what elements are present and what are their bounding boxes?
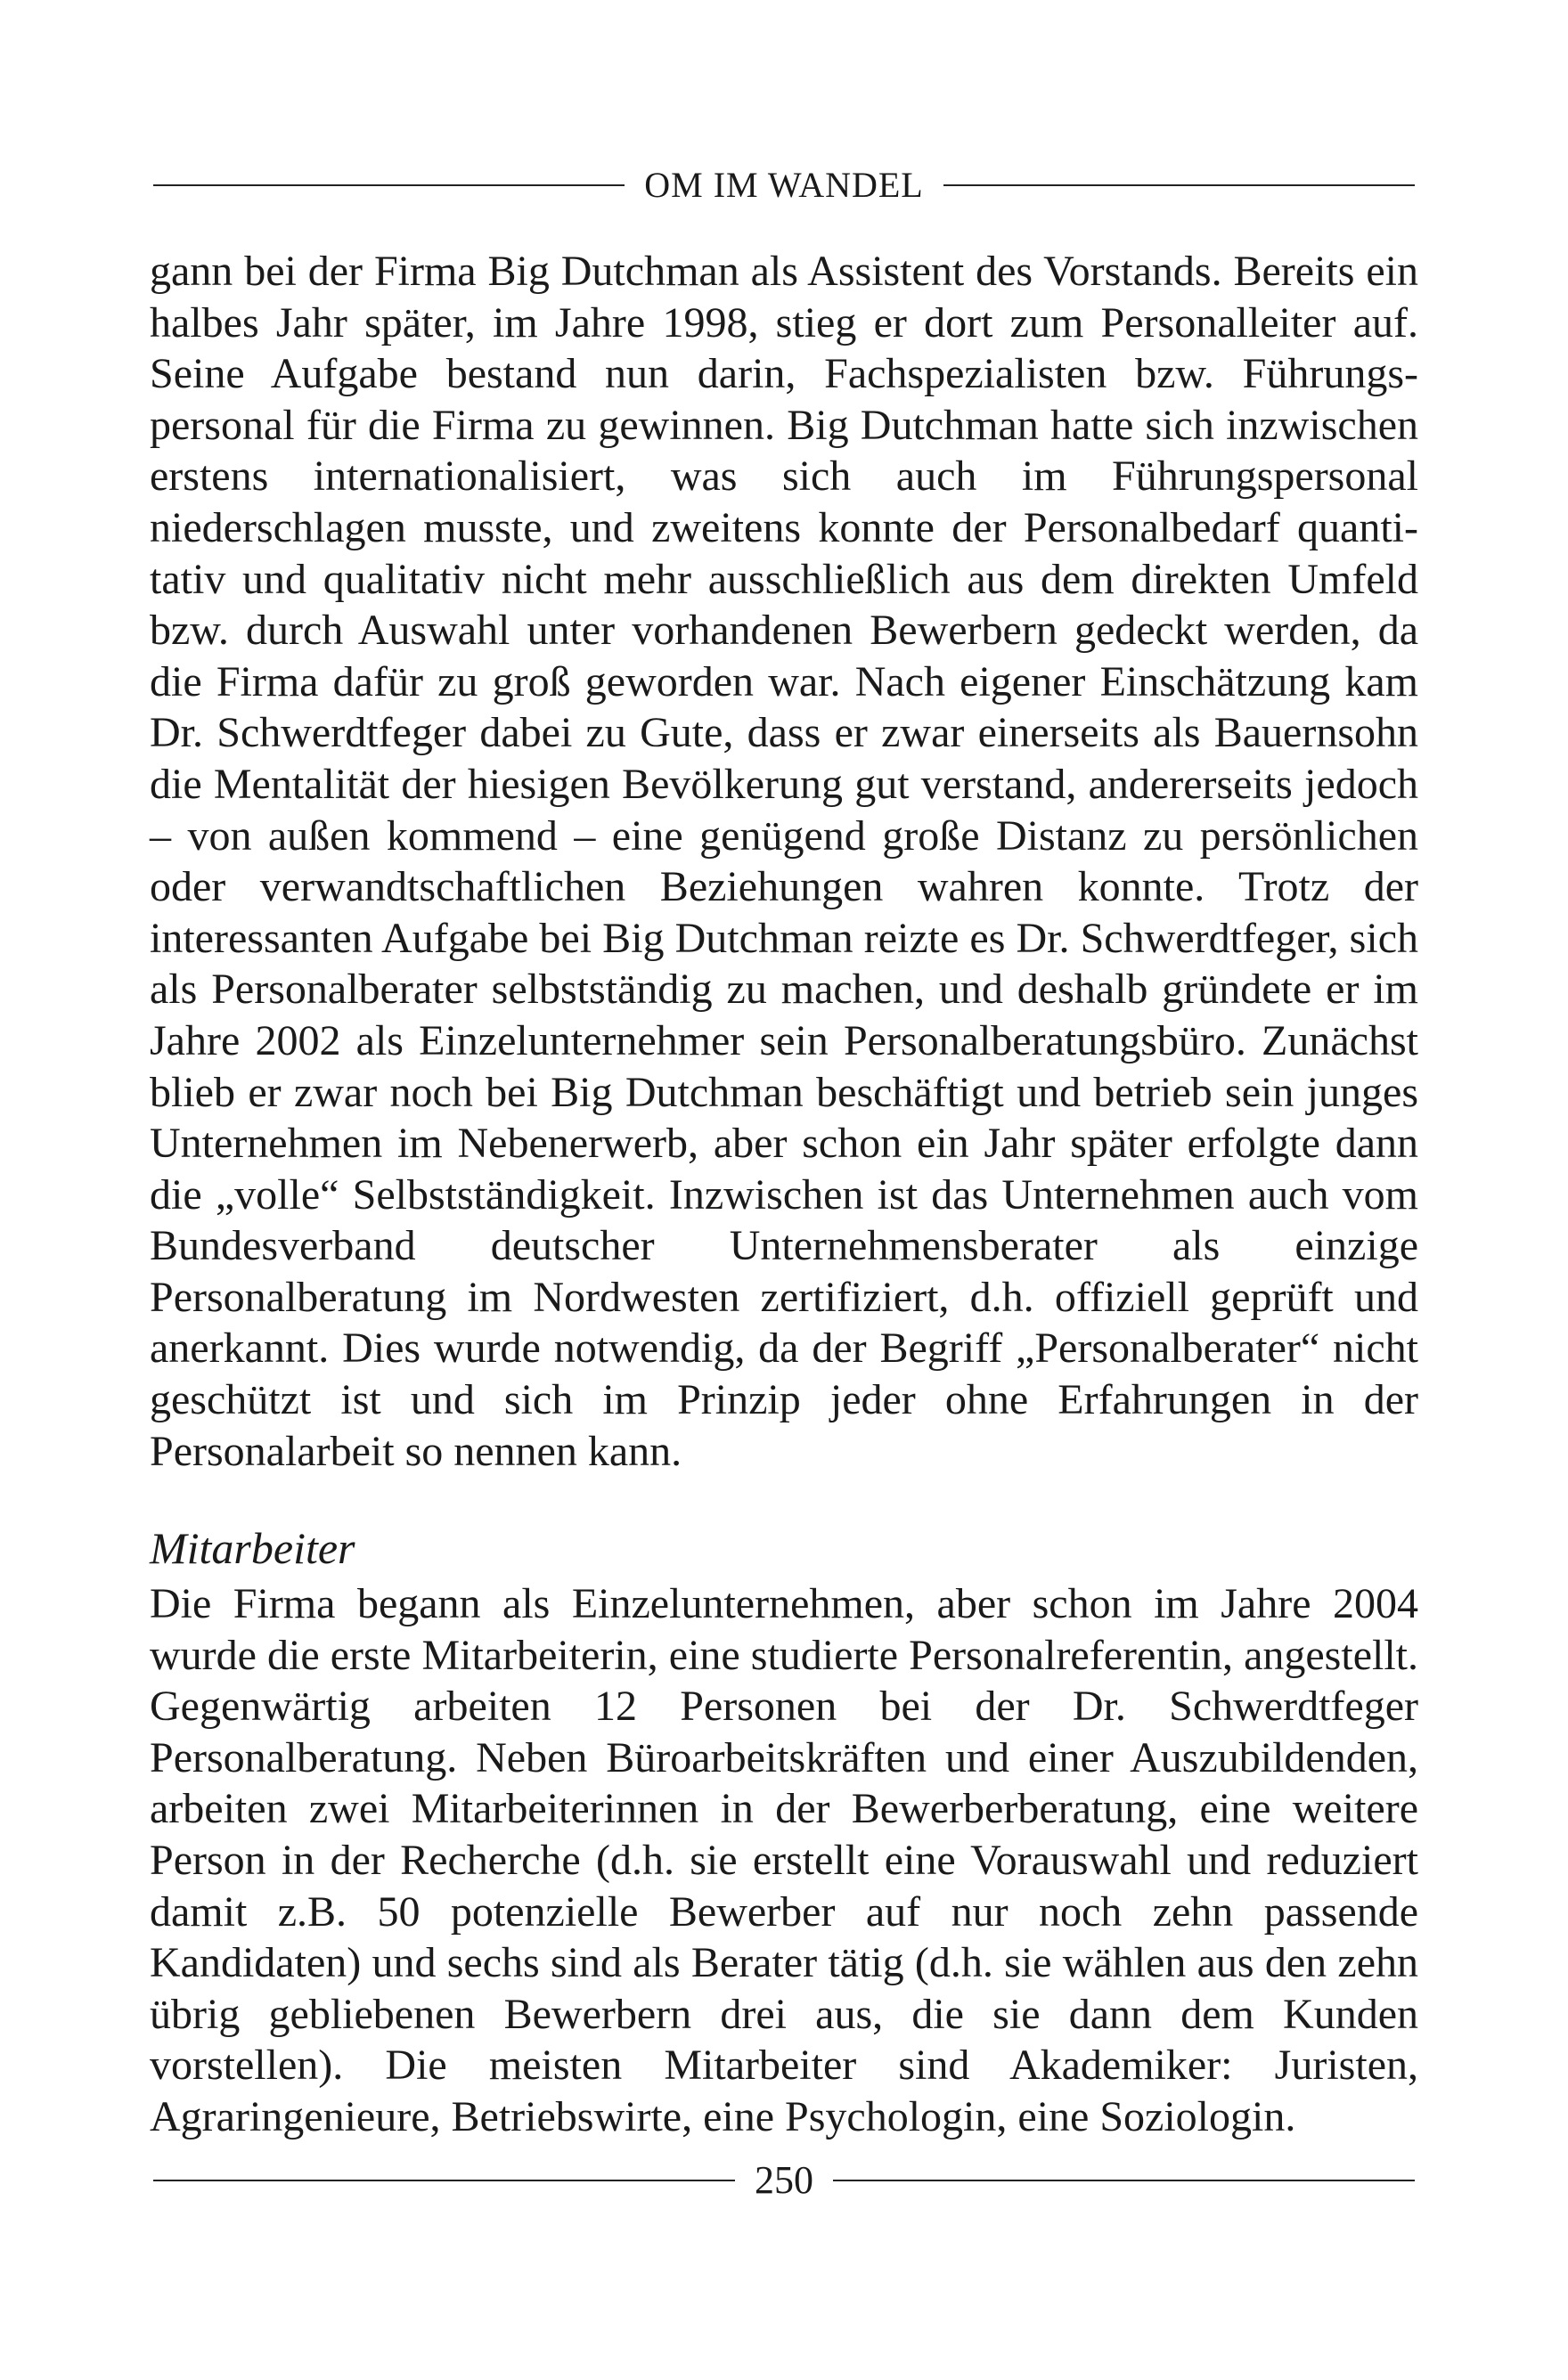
page-number: 250 — [755, 2158, 813, 2202]
footer-rule-right — [833, 2180, 1415, 2181]
running-title: OM IM WANDEL — [644, 165, 924, 205]
paragraph-1: gann bei der Firma Big Dutchman als Assistent des Vorstands. Bereits ein halbes Jahr später, im Jahre 1998, stieg er dort zum Personalleiter auf. Seine Aufgabe bestand nun darin, Fachspezialisten bzw. Führungspersonal für die Firma zu gewinnen. Big Dutchman hatte sich inzwischen erstens internationalisiert, was sich auch im Führungspersonal niederschlagen musste, und zweitens konnte der Personalbedarf quantitativ und qualitativ nicht mehr ausschließlich aus dem direkten Umfeld bzw. durch Auswahl unter vorhandenen Bewerbern gedeckt werden, da die Firma dafür zu groß geworden war. Nach eigener Einschätzung kam Dr. Schwerdtfeger dabei zu Gute, dass er zwar einerseits als Bauernsohn die Mentalität der hiesigen Bevölkerung gut verstand, andererseits jedoch – von außen kommend – eine genügend große Distanz zu persönlichen oder verwandtschaftlichen Beziehungen wahren konnte. Trotz der interessanten Aufgabe bei Big Dutchman reizte es Dr. Schwerdtfeger, sich als Personalberater selbstständig zu machen, und deshalb gründete er im Jahre 2002 als Einzelunternehmer sein Personalberatungsbüro. Zunächst blieb er zwar noch bei Big Dutchman beschäftigt und betrieb sein junges Unternehmen im Nebenerwerb, aber schon ein Jahr später erfolgte dann die „volle“ Selbstständigkeit. Inzwischen ist das Unternehmen auch vom Bundesverband deutscher Unternehmensberater als einzige Personalberatung im Nordwesten zertifiziert, d.h. offiziell geprüft und anerkannt. Dies wurde notwendig, da der Begriff „Personalberater“ nicht geschützt ist und sich im Prinzip jeder ohne Erfahrungen in der Personalarbeit so nennen kann. — [150, 248, 1418, 1475]
paragraph-2: Die Firma begann als Einzelunternehmen, aber schon im Jahre 2004 wurde die erste Mitarbeiterin, eine studierte Personalreferentin, angestellt. Gegenwärtig arbeiten 12 Personen bei der Dr. Schwerdtfeger Personalberatung. Neben Büroarbeitskräften und einer Auszubildenden, arbeiten zwei Mitarbeiterinnen in der Bewerberberatung, eine weitere Person in der Recherche (d.h. sie erstellt eine Vorauswahl und reduziert damit z.B. 50 potenzielle Bewerber auf nur noch zehn passende Kandidaten) und sechs sind als Berater tätig (d.h. sie wählen aus den zehn übrig gebliebenen Bewerbern drei aus, die sie dann dem Kunden vorstellen). Die meisten Mitarbeiter sind Akademiker: Juristen, Agraringenieure, Betriebswirte, eine Psychologin, eine Soziologin. — [150, 1580, 1418, 2140]
section-heading: Mitarbeiter — [150, 1523, 355, 1573]
header-rule-left — [153, 184, 625, 186]
running-header — [153, 159, 1415, 212]
footer-rule-left — [153, 2180, 735, 2181]
header-rule-right — [943, 184, 1415, 186]
page-footer — [153, 2154, 1415, 2207]
